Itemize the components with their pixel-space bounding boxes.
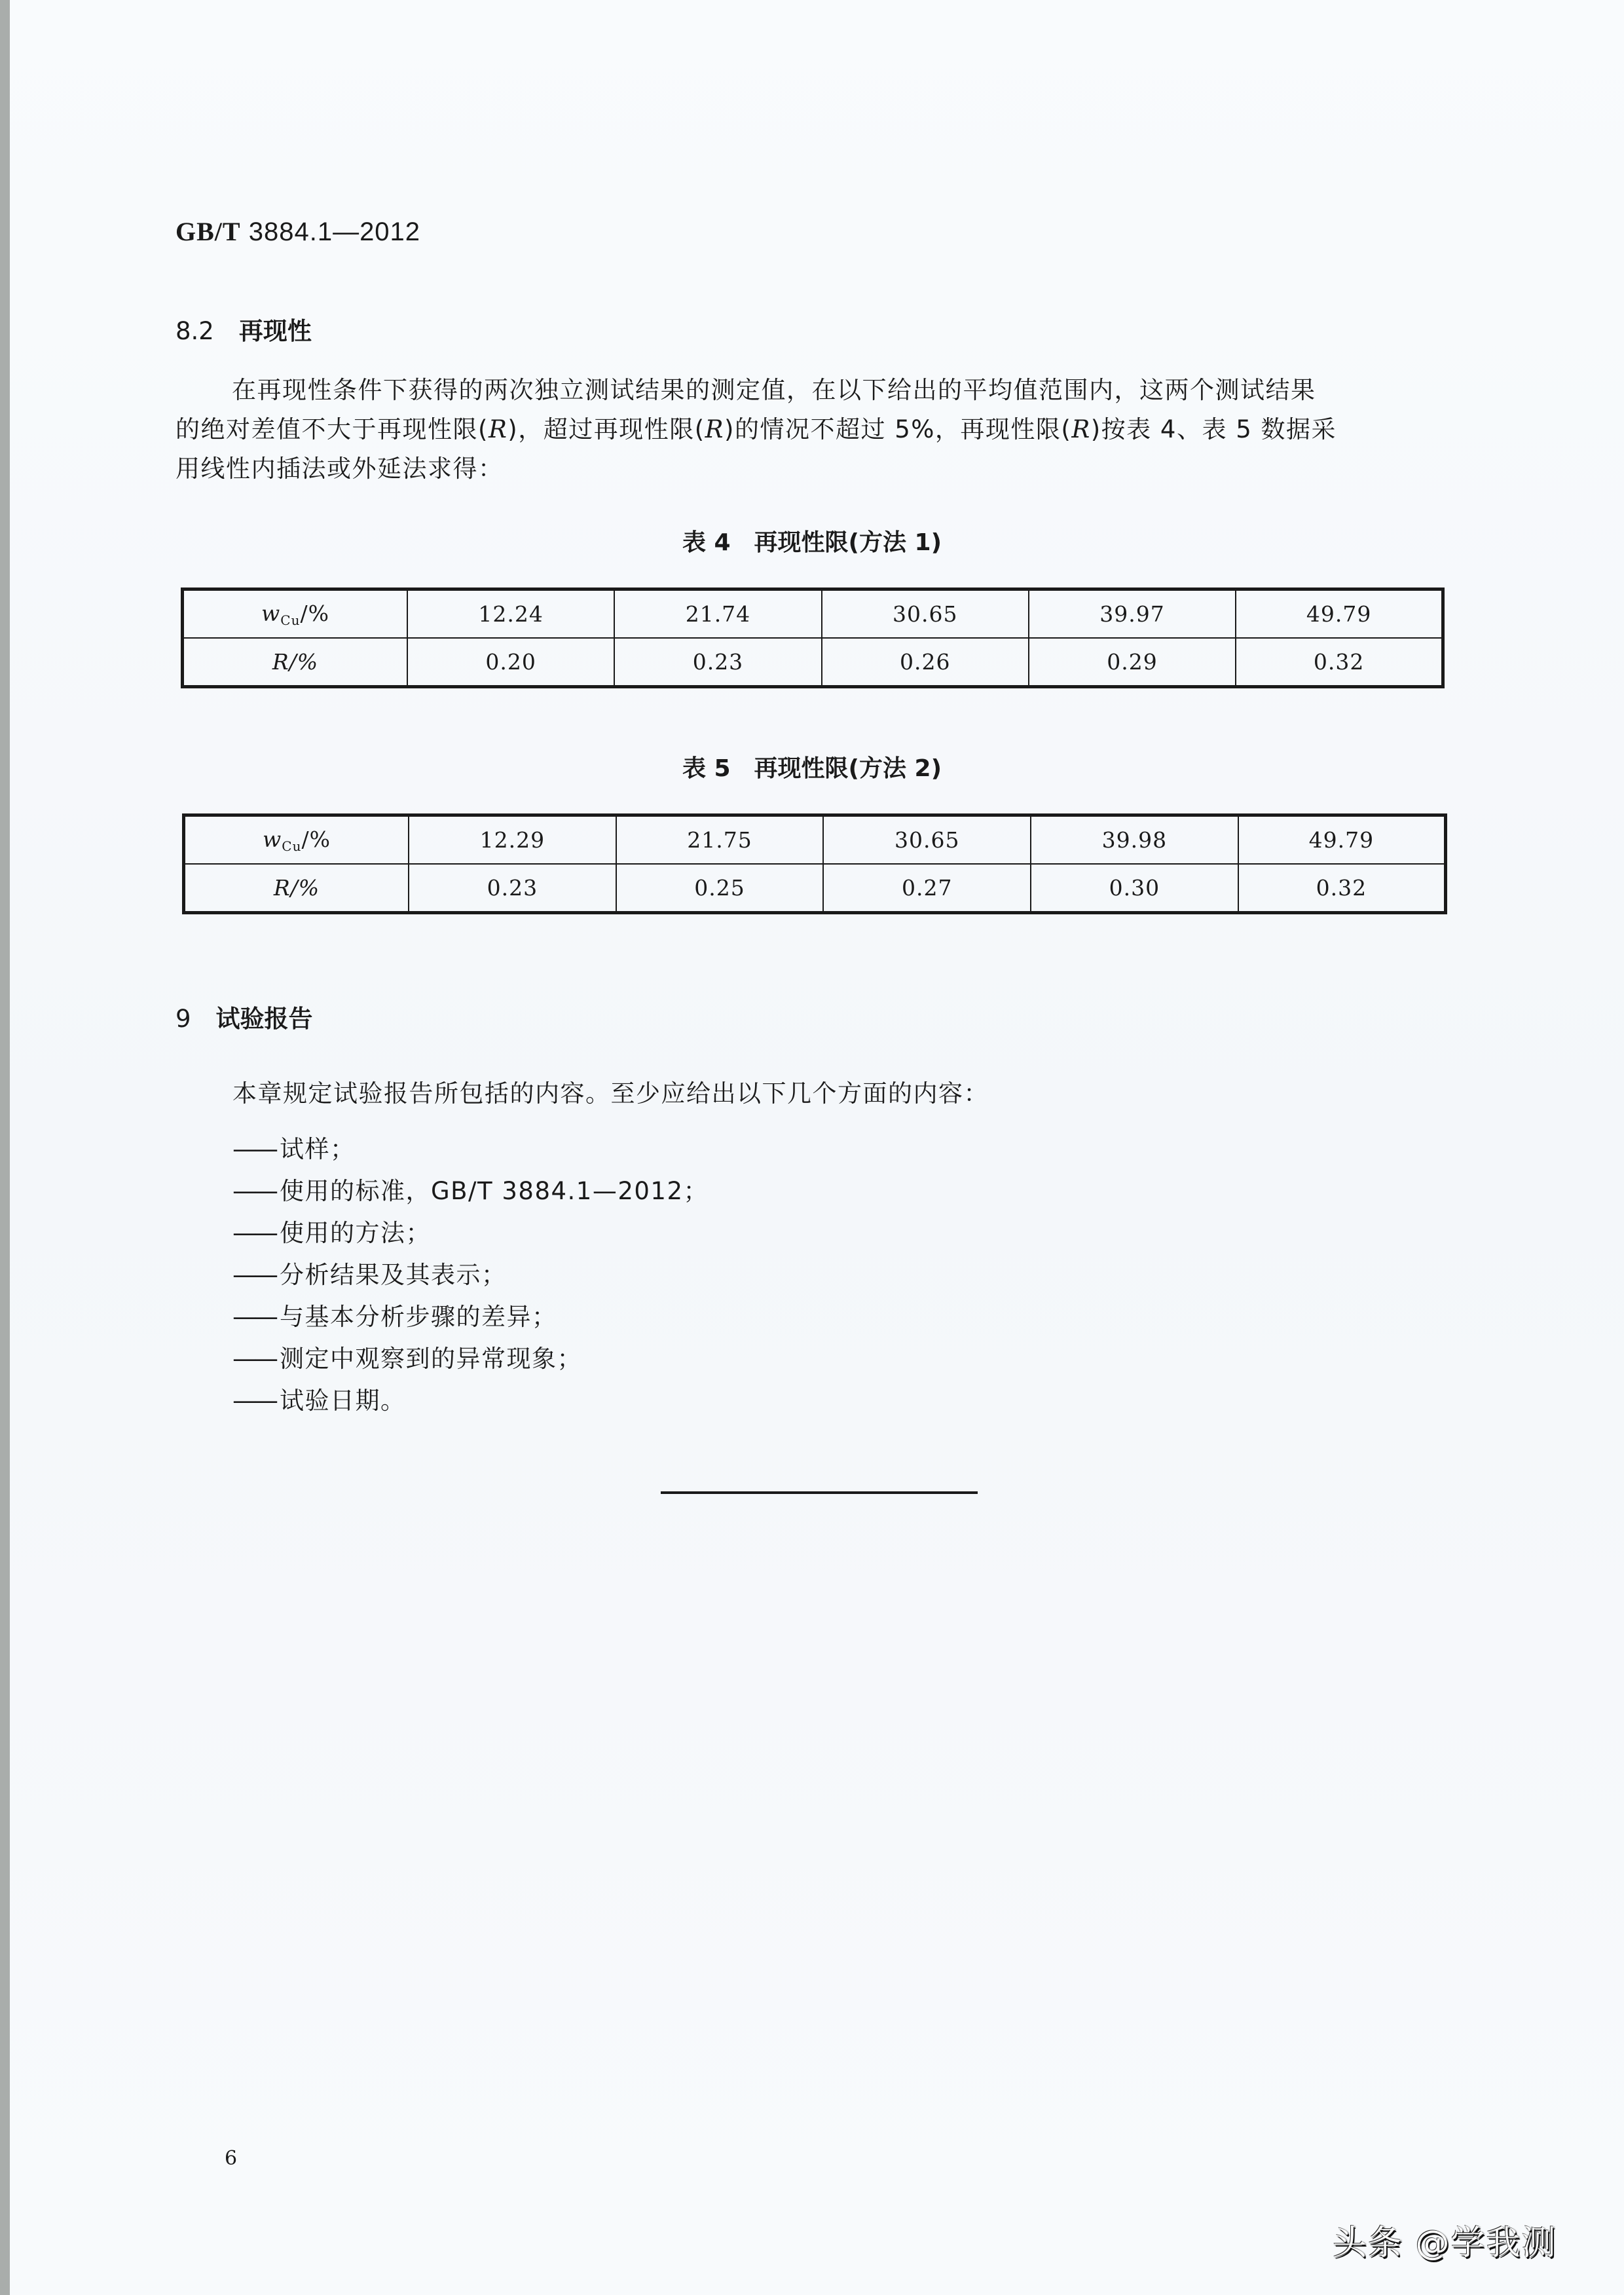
section-title: 再现性 <box>238 317 312 345</box>
table-number: 表 5 <box>682 755 731 782</box>
list-item <box>232 1172 709 1214</box>
symbol-w: w <box>261 600 281 626</box>
row-header-r: R/% <box>183 638 408 687</box>
list-item-text: 试验日期。 <box>280 1387 406 1415</box>
table-row-wcu <box>183 589 1443 639</box>
text-fragment: 的绝对差值不大于再现性限( <box>175 415 489 443</box>
section-number: 8.2 <box>175 317 214 345</box>
list-item <box>232 1214 709 1256</box>
table-number: 表 4 <box>682 529 731 556</box>
table-row-r <box>183 638 1443 687</box>
list-item <box>232 1130 709 1172</box>
table-cell: 0.23 <box>409 864 616 913</box>
table-cell: 0.25 <box>616 864 824 913</box>
table-cell: 0.23 <box>614 638 821 687</box>
table-cell: 39.98 <box>1031 815 1238 865</box>
table-cell: 0.20 <box>407 638 614 687</box>
list-item <box>232 1381 709 1423</box>
section-number: 9 <box>175 1005 191 1033</box>
table-4-reproducibility-method-1 <box>181 588 1445 688</box>
list-item-text: 使用的标准，GB/T 3884.1—2012； <box>280 1177 709 1205</box>
table-cell: 0.27 <box>823 864 1031 913</box>
list-item-text: 测定中观察到的异常现象； <box>280 1345 582 1373</box>
list-item-text: 使用的方法； <box>280 1219 431 1247</box>
table-cell: 30.65 <box>822 589 1029 639</box>
test-report-items-list <box>232 1130 709 1423</box>
page-number: 6 <box>225 2147 238 2170</box>
list-item-text: 分析结果及其表示； <box>280 1261 507 1289</box>
text-fragment: )的情况不超过 5%，再现性限( <box>724 415 1072 443</box>
table-cell: 49.79 <box>1238 815 1446 865</box>
symbol-r: R <box>1071 415 1091 443</box>
list-item-text: 试样； <box>280 1135 356 1163</box>
end-of-standard-rule <box>661 1491 978 1494</box>
symbol-r: R <box>705 415 725 443</box>
table-cell: 0.26 <box>822 638 1029 687</box>
table-4-caption <box>0 524 1624 557</box>
standard-id-number: 3884.1—2012 <box>248 217 421 246</box>
list-item <box>232 1339 709 1381</box>
text-fragment: )按表 4、表 5 数据采 <box>1090 415 1337 443</box>
scan-edge-shadow <box>0 0 10 2295</box>
table-5-caption <box>0 750 1624 783</box>
text-fragment: )，超过再现性限( <box>507 415 705 443</box>
symbol-w: w <box>263 826 282 852</box>
section-heading-9 <box>175 999 313 1034</box>
table-cell: 21.75 <box>616 815 824 865</box>
table-title: 再现性限(方法 2) <box>754 755 942 782</box>
table-cell: 0.30 <box>1031 864 1238 913</box>
table-cell: 0.32 <box>1238 864 1446 913</box>
dash-marker: —— <box>232 1303 276 1331</box>
table-5-reproducibility-method-2 <box>182 813 1447 914</box>
table-title: 再现性限(方法 1) <box>754 529 942 556</box>
row-header-wcu <box>183 589 408 639</box>
row-header-r: R/% <box>184 864 409 913</box>
dash-marker: —— <box>232 1135 276 1163</box>
dash-marker: —— <box>232 1219 276 1247</box>
table-row-wcu <box>184 815 1446 865</box>
table-cell: 39.97 <box>1029 589 1236 639</box>
table-cell: 0.32 <box>1236 638 1443 687</box>
dash-marker: —— <box>232 1387 276 1415</box>
dash-marker: —— <box>232 1345 276 1373</box>
watermark: 头条 @学我测 <box>1333 2224 1557 2263</box>
table-cell: 30.65 <box>823 815 1031 865</box>
test-report-intro: 本章规定试验报告所包括的内容。至少应给出以下几个方面的内容： <box>232 1079 989 1108</box>
paragraph-line-3: 用线性内插法或外延法求得： <box>175 455 504 483</box>
standard-id-prefix: GB/T <box>175 217 241 246</box>
unit: /% <box>300 600 329 626</box>
section-heading-8-2 <box>175 311 312 346</box>
unit: /% <box>301 826 331 852</box>
section-title: 试验报告 <box>215 1005 313 1033</box>
list-item <box>232 1297 709 1339</box>
dash-marker: —— <box>232 1177 276 1205</box>
reproducibility-paragraph <box>175 371 1337 489</box>
paragraph-line-1: 在再现性条件下获得的两次独立测试结果的测定值，在以下给出的平均值范围内，这两个测试结果 <box>232 376 1316 404</box>
table-cell: 0.29 <box>1029 638 1236 687</box>
subscript-cu: Cu <box>280 612 301 628</box>
list-item-text: 与基本分析步骤的差异； <box>280 1303 557 1331</box>
list-item <box>232 1256 709 1297</box>
table-cell: 12.29 <box>409 815 616 865</box>
table-cell: 49.79 <box>1236 589 1443 639</box>
subscript-cu: Cu <box>282 838 302 854</box>
paragraph-line-2 <box>175 410 1337 449</box>
dash-marker: —— <box>232 1261 276 1289</box>
row-header-wcu <box>184 815 409 865</box>
symbol-r: R <box>488 415 508 443</box>
standard-id <box>175 216 420 247</box>
table-row-r <box>184 864 1446 913</box>
table-cell: 21.74 <box>614 589 821 639</box>
table-cell: 12.24 <box>407 589 614 639</box>
